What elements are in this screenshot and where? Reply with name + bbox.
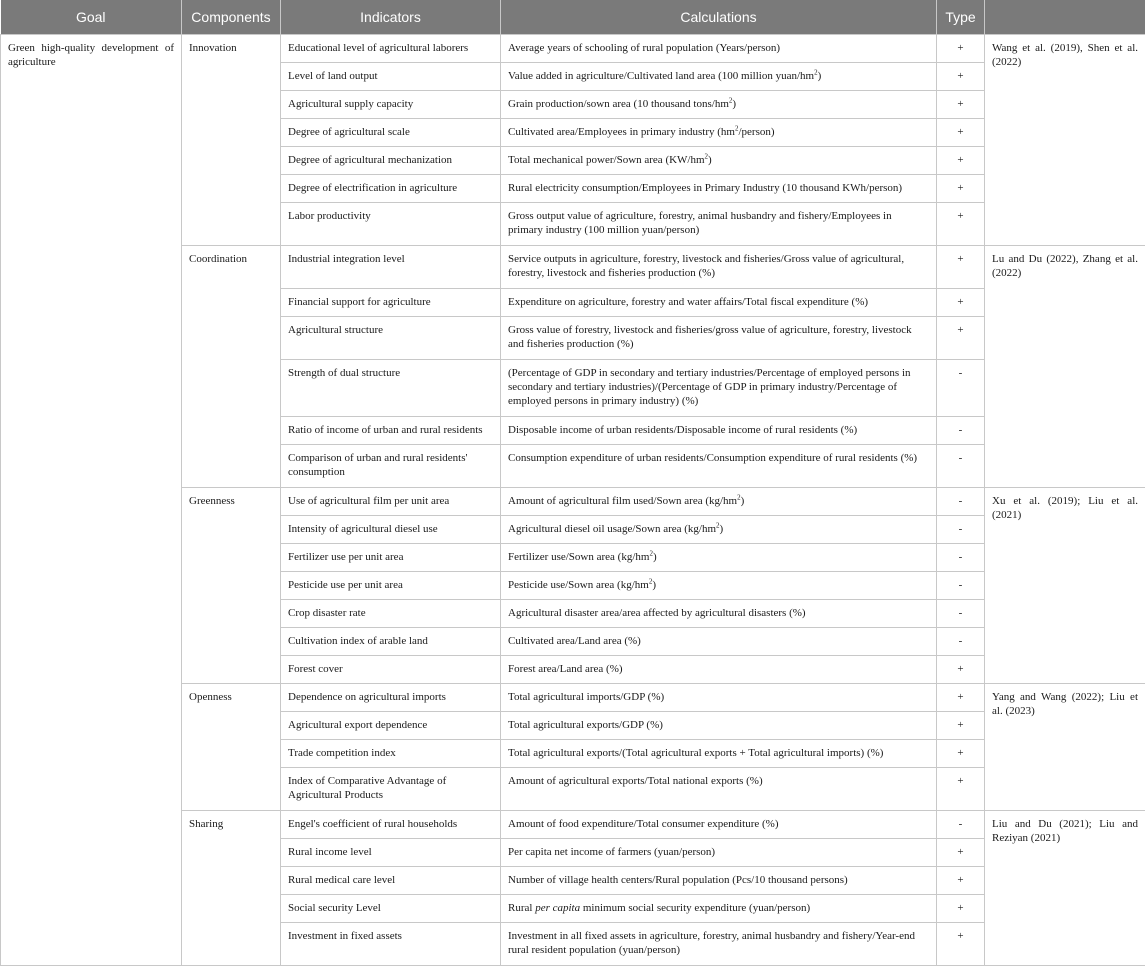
indicator-cell: Cultivation index of arable land — [281, 628, 501, 656]
reference-cell-coordination: Lu and Du (2022), Zhang et al. (2022) — [985, 246, 1145, 488]
calculation-cell: Forest area/Land area (%) — [501, 656, 937, 684]
calculation-cell: Total mechanical power/Sown area $(KW/hm^2)$ — [501, 147, 937, 175]
calculation-cell: Total agricultural imports/GDP (%) — [501, 684, 937, 712]
type-cell: + — [937, 684, 985, 712]
header-goal: Goal — [1, 0, 182, 35]
calculation-cell: Cultivated area/Employees in primary industry $(hm^2/person)$ — [501, 119, 937, 147]
type-cell: + — [937, 289, 985, 317]
type-cell: + — [937, 867, 985, 895]
calculation-cell: Value added in agriculture/Cultivated land area (100 million yuan/$hm^2$) — [501, 63, 937, 91]
calculation-cell: Per capita net income of farmers (yuan/person) — [501, 839, 937, 867]
header-references — [985, 0, 1145, 35]
type-cell: - — [937, 445, 985, 488]
goal-cell: Green high-quality development of agriculture — [1, 35, 182, 966]
calculation-cell: Expenditure on agriculture, forestry and water affairs/Total fiscal expenditure (%) — [501, 289, 937, 317]
calculation-cell: (Percentage of GDP in secondary and tertiary industries/Percentage of employed persons in secondary and tertiary industries)/(Percentage of GDP in primary industry/Percentage of employed persons in primary industry) (%) — [501, 360, 937, 417]
type-cell: - — [937, 628, 985, 656]
calculation-cell: Agricultural disaster area/area affected by agricultural disasters (%) — [501, 600, 937, 628]
calculation-cell: Total agricultural exports/(Total agricultural exports + Total agricultural imports) (%) — [501, 740, 937, 768]
indicator-cell: Agricultural export dependence — [281, 712, 501, 740]
calculation-cell: Gross output value of agriculture, forestry, animal husbandry and fishery/Employees in primary industry (100 million yuan/person) — [501, 203, 937, 246]
calculation-cell: Amount of agricultural exports/Total national exports (%) — [501, 768, 937, 811]
calculation-cell: Investment in all fixed assets in agriculture, forestry, animal husbandry and fishery/Year-end rural resident population (yuan/person) — [501, 923, 937, 966]
reference-cell-innovation: Wang et al. (2019), Shen et al. (2022) — [985, 35, 1145, 246]
type-cell: - — [937, 544, 985, 572]
indicator-cell: Rural medical care level — [281, 867, 501, 895]
indicator-cell: Comparison of urban and rural residents' consumption — [281, 445, 501, 488]
calculation-cell: Average years of schooling of rural population (Years/person) — [501, 35, 937, 63]
component-cell-openness: Openness — [182, 684, 281, 811]
type-cell: - — [937, 600, 985, 628]
header-indicators: Indicators — [281, 0, 501, 35]
type-cell: + — [937, 147, 985, 175]
indicator-cell: Trade competition index — [281, 740, 501, 768]
indicator-cell: Financial support for agriculture — [281, 289, 501, 317]
indicator-cell: Crop disaster rate — [281, 600, 501, 628]
calculation-cell: Fertilizer use/Sown area $(kg/hm^2)$ — [501, 544, 937, 572]
indicator-cell: Rural income level — [281, 839, 501, 867]
type-cell: + — [937, 246, 985, 289]
reference-cell-openness: Yang and Wang (2022); Liu et al. (2023) — [985, 684, 1145, 811]
type-cell: - — [937, 516, 985, 544]
indicator-cell: Industrial integration level — [281, 246, 501, 289]
indicator-cell: Strength of dual structure — [281, 360, 501, 417]
table-row — [1, 35, 1145, 63]
type-cell: - — [937, 417, 985, 445]
type-cell: + — [937, 656, 985, 684]
type-cell: + — [937, 740, 985, 768]
component-cell-coordination: Coordination — [182, 246, 281, 488]
calculation-cell: Rural per capita minimum social security expenditure (yuan/person) — [501, 895, 937, 923]
indicator-cell: Social security Level — [281, 895, 501, 923]
calculation-cell: Total agricultural exports/GDP (%) — [501, 712, 937, 740]
indicator-cell: Forest cover — [281, 656, 501, 684]
calculation-cell: Number of village health centers/Rural population (Pcs/10 thousand persons) — [501, 867, 937, 895]
type-cell: + — [937, 119, 985, 147]
calculation-cell: Disposable income of urban residents/Disposable income of rural residents (%) — [501, 417, 937, 445]
calculation-cell: Agricultural diesel oil usage/Sown area $(kg/hm^2)$ — [501, 516, 937, 544]
calculation-cell: Rural electricity consumption/Employees in Primary Industry (10 thousand KWh/person) — [501, 175, 937, 203]
indicator-cell: Degree of agricultural mechanization — [281, 147, 501, 175]
component-cell-sharing: Sharing — [182, 811, 281, 966]
indicator-cell: Degree of electrification in agriculture — [281, 175, 501, 203]
header-components: Components — [182, 0, 281, 35]
type-cell: - — [937, 360, 985, 417]
reference-cell-sharing: Liu and Du (2021); Liu and Reziyan (2021) — [985, 811, 1145, 966]
indicator-cell: Agricultural structure — [281, 317, 501, 360]
type-cell: + — [937, 35, 985, 63]
type-cell: + — [937, 895, 985, 923]
indicator-cell: Agricultural supply capacity — [281, 91, 501, 119]
type-cell: + — [937, 63, 985, 91]
type-cell: + — [937, 175, 985, 203]
indicator-cell: Educational level of agricultural laborers — [281, 35, 501, 63]
calculation-cell: Gross value of forestry, livestock and fisheries/gross value of agriculture, forestry, livestock and fisheries production (%) — [501, 317, 937, 360]
calculation-cell: Cultivated area/Land area (%) — [501, 628, 937, 656]
table-header — [1, 0, 1145, 35]
calculation-cell: Grain production/sown area (10 thousand tons/$hm^2$) — [501, 91, 937, 119]
calculation-cell: Pesticide use/Sown area $(kg/hm^2)$ — [501, 572, 937, 600]
indicator-cell: Fertilizer use per unit area — [281, 544, 501, 572]
indicator-cell: Engel's coefficient of rural households — [281, 811, 501, 839]
reference-cell-greenness: Xu et al. (2019); Liu et al. (2021) — [985, 488, 1145, 684]
component-cell-innovation: Innovation — [182, 35, 281, 246]
indicator-cell: Labor productivity — [281, 203, 501, 246]
type-cell: + — [937, 768, 985, 811]
indicator-cell: Ratio of income of urban and rural residents — [281, 417, 501, 445]
indicator-cell: Investment in fixed assets — [281, 923, 501, 966]
type-cell: + — [937, 923, 985, 966]
type-cell: - — [937, 488, 985, 516]
table-body — [1, 35, 1145, 966]
indicator-cell: Intensity of agricultural diesel use — [281, 516, 501, 544]
calculation-cell: Consumption expenditure of urban residents/Consumption expenditure of rural residents (%) — [501, 445, 937, 488]
calculation-cell: Service outputs in agriculture, forestry, livestock and fisheries/Gross value of agricultural, forestry, livestock and fisheries production (%) — [501, 246, 937, 289]
indicator-cell: Use of agricultural film per unit area — [281, 488, 501, 516]
calculation-cell: Amount of agricultural film used/Sown area $(kg/hm^2)$ — [501, 488, 937, 516]
component-cell-greenness: Greenness — [182, 488, 281, 684]
header-calculations: Calculations — [501, 0, 937, 35]
type-cell: - — [937, 811, 985, 839]
indicator-cell: Degree of agricultural scale — [281, 119, 501, 147]
type-cell: + — [937, 91, 985, 119]
type-cell: + — [937, 712, 985, 740]
indicator-cell: Index of Comparative Advantage of Agricultural Products — [281, 768, 501, 811]
calculation-cell: Amount of food expenditure/Total consumer expenditure (%) — [501, 811, 937, 839]
indicator-cell: Pesticide use per unit area — [281, 572, 501, 600]
type-cell: - — [937, 572, 985, 600]
header-type: Type — [937, 0, 985, 35]
indicator-cell: Dependence on agricultural imports — [281, 684, 501, 712]
type-cell: + — [937, 317, 985, 360]
indicator-cell: Level of land output — [281, 63, 501, 91]
type-cell: + — [937, 839, 985, 867]
type-cell: + — [937, 203, 985, 246]
